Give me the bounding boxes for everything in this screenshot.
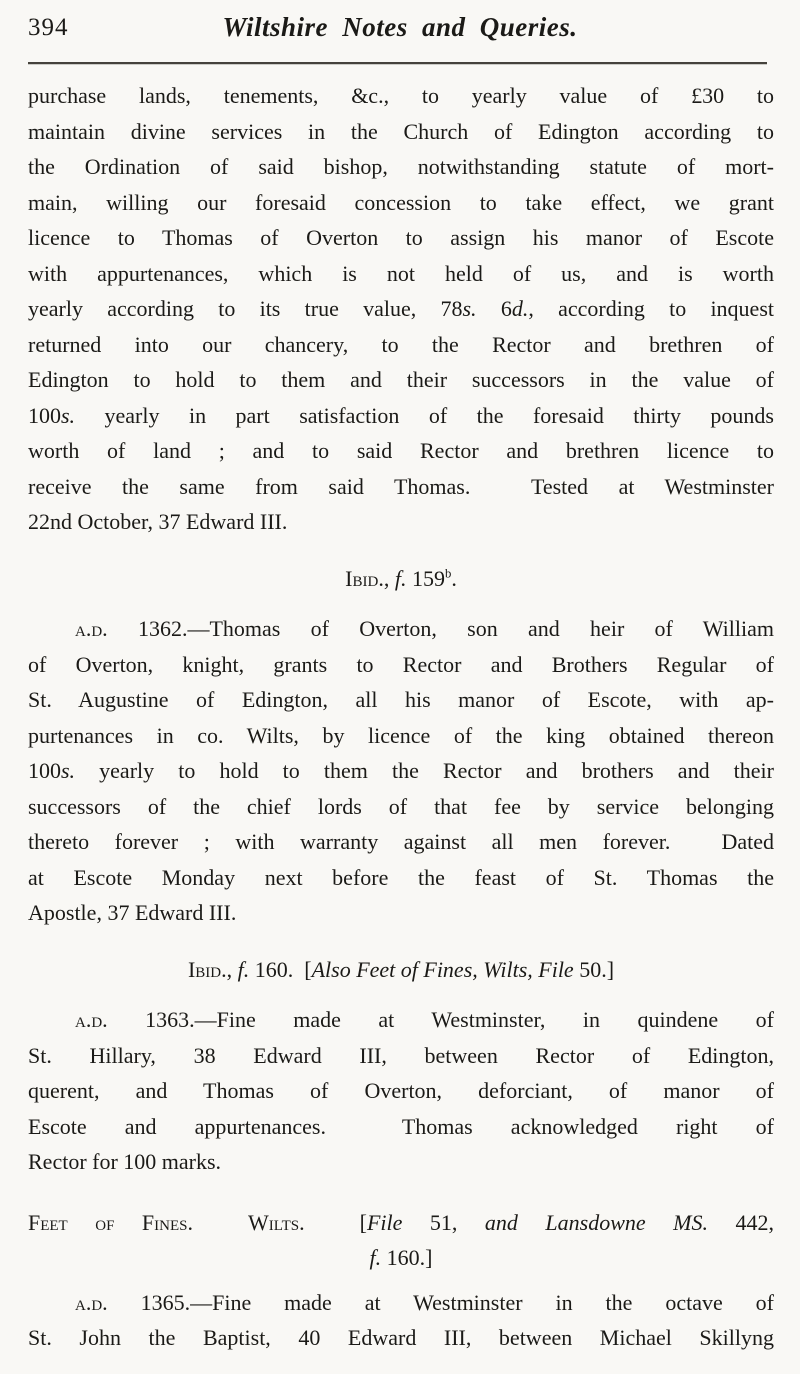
text-line: Edington to hold to them and their successors in the value of: [28, 367, 774, 392]
text-line: St. Augustine of Edington, all his manor of Escote, with ap-: [28, 687, 774, 712]
text-line: of Overton, knight, grants to Rector and Brothers Regular of: [28, 651, 774, 677]
text-line: a.d. 1362.—Thomas of Overton, son and heir of William: [75, 616, 774, 641]
text-line: a.d. 1365.—Fine made at Westminster in the octave of: [75, 1289, 774, 1315]
page-number: 394: [28, 14, 69, 41]
text-line: main, willing our foresaid concession to take effect, we grant: [28, 189, 774, 215]
paragraph: [28, 1285, 774, 1356]
section-heading: [28, 1205, 774, 1276]
text-line: Feet of Fines. Wilts. [File 51, and Lansdowne MS. 442,: [28, 1209, 775, 1235]
text-line: Ibid., f. 159$^b$.: [345, 565, 457, 591]
text-line: successors of the chief lords of that fee by service belonging: [28, 793, 774, 819]
text-line: thereto forever ; with warranty against all men forever. Dated: [28, 829, 774, 854]
text-line: a.d. 1363.—Fine made at Westminster, in quindene of: [75, 1007, 774, 1032]
text-line: St. Hillary, 38 Edward III, between Rector of Edington,: [28, 1042, 774, 1068]
paragraph: [28, 611, 774, 931]
paragraph: [28, 1002, 774, 1180]
text-line: licence to Thomas of Overton to assign his manor of Escote: [28, 225, 774, 250]
text-line: yearly according to its true value, 78s. 6d., according to inquest: [28, 296, 774, 321]
text-line: Apostle, 37 Edward III.: [28, 900, 237, 925]
text-line: 100s. yearly to hold to them the Rector and brothers and their: [28, 758, 774, 783]
text-line: at Escote Monday next before the feast of St. Thomas the: [28, 864, 774, 890]
text-line: with appurtenances, which is not held of us, and is worth: [28, 260, 774, 286]
page-body: [0, 64, 800, 1356]
text-line: Rector for 100 marks.: [28, 1149, 222, 1174]
text-line: returned into our chancery, to the Rector and brethren of: [28, 331, 774, 357]
text-line: worth of land ; and to said Rector and brethren licence to: [28, 438, 774, 463]
section-heading: [28, 561, 774, 597]
text-line: 100s. yearly in part satisfaction of the foresaid thirty pounds: [28, 402, 774, 428]
text-line: 22nd October, 37 Edward III.: [28, 509, 288, 534]
text-line: purchase lands, tenements, &c., to yearly value of £30 to: [28, 83, 774, 108]
text-line: querent, and Thomas of Overton, deforciant, of manor of: [28, 1078, 774, 1103]
paragraph: [28, 78, 774, 540]
running-title: Wiltshire Notes and Queries.: [222, 12, 578, 42]
text-line: f. 160.]: [369, 1245, 433, 1270]
running-header: [0, 0, 800, 62]
text-line: maintain divine services in the Church of Edington according to: [28, 118, 774, 144]
text-line: purtenances in co. Wilts, by licence of the king obtained thereon: [28, 722, 774, 748]
text-line: the Ordination of said bishop, notwithstanding statute of mort-: [28, 154, 774, 179]
text-line: Ibid., f. 160. [Also Feet of Fines, Wilts, File 50.]: [187, 956, 615, 982]
section-heading: [28, 952, 774, 988]
text-line: receive the same from said Thomas. Tested at Westminster: [28, 473, 774, 499]
text-line: Escote and appurtenances. Thomas acknowledged right of: [28, 1113, 774, 1139]
text-line: St. John the Baptist, 40 Edward III, between Michael Skillyng: [28, 1325, 774, 1350]
